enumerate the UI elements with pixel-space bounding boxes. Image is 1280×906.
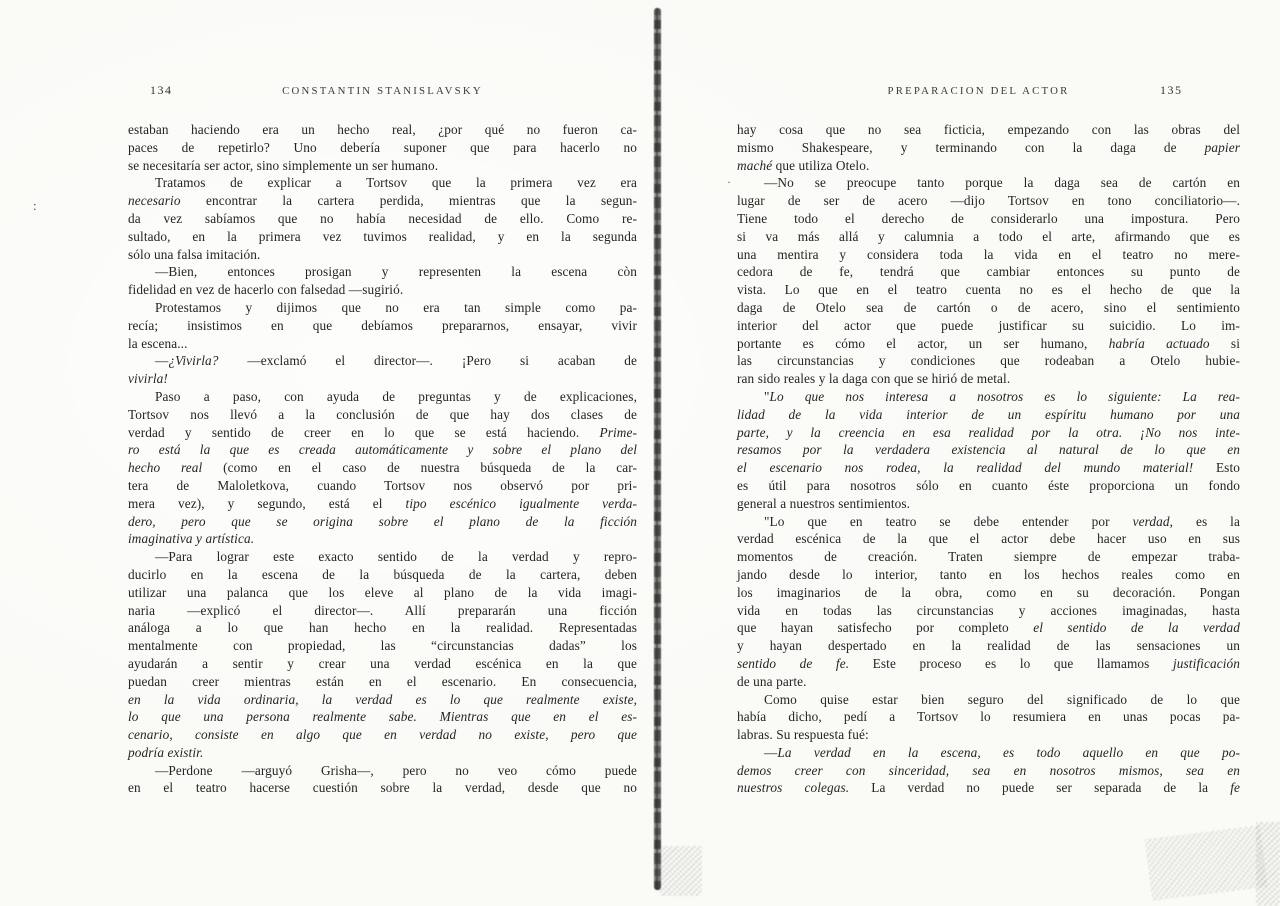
text-line: puedan creer mientras están en el escenario. En consecuencia, [128,673,637,689]
text-line: podría existir. [128,744,204,760]
text-line: sultado, en la primera vez tuvimos realidad, y en la segunda [128,228,637,244]
text-line: hecho real (como en el caso de nuestra búsqueda de la car- [128,460,638,476]
text-line: imaginativa y artística. [128,531,255,547]
text-line: Paso a paso, con ayuda de preguntas y de explicaciones, [155,388,637,404]
text-line: —Para lograr este exacto sentido de la verdad y repro- [155,549,637,565]
text-line: parte, y la creencia en esa realidad por la otra. ¡No nos inte- [737,424,1240,440]
text-line: hay cosa que no sea ficticia, empezando con las obras del [737,122,1240,137]
text-line: cenario, consiste en algo que en verdad no existe, pero que [128,727,637,743]
text-line: ro está la que es creada automáticamente y sobre el plano del [128,442,637,458]
text-line: que hayan satisfecho por completo el sentido de la verdad [737,620,1240,636]
text-line: —¿Vivirla? —exclamó el director—. ¡Pero si acaban de [155,353,637,369]
text-line: los imaginarios de la obra, como en su decoración. Pongan [737,584,1240,600]
text-line: mismo Shakespeare, y terminando con la daga de papier [737,139,1240,155]
right-page-number: 135 [1160,83,1183,97]
text-line: lidad de la vida interior de un espíritu humano por una [737,406,1240,422]
text-line: las circunstancias y condiciones que rodeaban a Otelo hubie- [737,353,1240,369]
text-line: sólo una falsa imitación. [128,246,261,262]
text-line: sentido de fe. Este proceso es lo que llamamos justificación [737,655,1240,671]
left-running-header: CONSTANTIN STANISLAVSKY [282,85,483,97]
margin-dot-mark: · [727,175,732,190]
text-line: verdad escénica de la que el actor debe hacer uso en sus [737,531,1240,547]
text-line: "Lo que nos interesa a nosotros es lo siguiente: La rea- [764,388,1240,404]
text-line: había dicho, pedí a Tortsov lo resumiera en unas pocas pa- [737,709,1240,725]
text-line: estaban haciendo era un hecho real, ¿por qué no fueron ca- [128,122,637,137]
text-line: nuestros colegas. La verdad no puede ser separada de la fe [737,780,1240,796]
text-line: naria —explicó el director—. Allí prepararán una ficción [128,602,637,618]
scan-noise-gutter-bottom [660,846,702,896]
text-line: el escenario nos rodea, la realidad del mundo material! Esto [737,460,1240,476]
text-line: maché que utiliza Otelo. [737,157,870,173]
text-line: en la vida ordinaria, la verdad es lo que realmente existe, [128,691,637,707]
text-line: lo que una persona realmente sabe. Mientras que en el es- [128,709,637,725]
text-line: mentalmente con propiedad, las “circunstancias dadas” los [128,638,637,654]
text-line: si va más allá y calumnia a todo el arte, afirmando que es [737,228,1240,244]
gutter-shadow-artifact [654,8,661,890]
text-line: —Bien, entonces prosigan y representen la escena còn [155,264,637,280]
text-line: cedora de fe, tendrá que cambiar entonces su punto de [737,264,1240,280]
text-line: "Lo que en teatro se debe entender por verdad, es la [764,513,1240,529]
text-line: tera de Maloletkova, cuando Tortsov nos observó por pri- [128,477,637,493]
text-line: necesario encontrar la cartera perdida, mientras que la segun- [128,193,637,209]
right-text-column [727,121,1241,797]
text-line: mera vez), y segundo, está el tipo escénico igualmente verda- [128,495,637,511]
text-line: da vez sabíamos que no había necesidad de ello. Como re- [128,210,637,226]
text-line: utilizar una palanca que los eleve al plano de la vida imagi- [128,584,637,600]
text-line: —No se preocupe tanto porque la daga sea de cartón en · [727,175,1240,191]
text-line: ducirlo en la escena de la búsqueda de la cartera, deben [128,566,637,582]
text-line: jando desde lo interior, tanto en los hechos reales como en [737,566,1240,582]
scan-noise-right-edge [1256,822,1280,906]
text-line: en el teatro hacerse cuestión sobre la verdad, desde que no [128,780,637,796]
left-text-column [128,121,637,797]
text-line: Como quise estar bien seguro del significado de lo que [764,691,1240,707]
text-line: vida en todas las circunstancias y acciones imaginadas, hasta [737,602,1240,618]
text-line: lugar de ser de acero —dijo Tortsov en tono conciliatorio—. [737,193,1240,209]
text-line: Protestamos y dijimos que no era tan simple como pa- [155,299,637,315]
text-line: labras. Su respuesta fué: [737,727,869,743]
text-line: verdad y sentido de creer en lo que se está haciendo. Prime- [128,424,637,440]
text-line: ayudarán a sentir y crear una verdad escénica en la que [128,655,637,671]
text-line: momentos de creación. Traten siempre de empezar traba- [737,549,1240,565]
text-line: análoga a lo que han hecho en la realidad. Representadas [128,620,637,636]
text-line: ran sido reales y la daga con que se hirió de metal. [737,371,1011,387]
text-line: una mentira y considera toda la vida en el teatro no mere- [737,246,1240,262]
text-line: portante es cómo el actor, un ser humano, habría actuado si [737,335,1241,351]
text-line: la escena... [128,335,188,351]
text-line: vista. Lo que en el teatro cuenta no es el hecho de que la [737,282,1240,298]
text-line: se necesitaría ser actor, sino simplemente un ser humano. [128,157,439,173]
text-line: Tiene todo el derecho de considerarlo una impostura. Pero [737,210,1240,226]
left-page-number: 134 [150,83,173,97]
text-line: —Perdone —arguyó Grisha—, pero no veo cómo puede [155,762,637,778]
text-line: paces de repetirlo? Uno debería suponer que para hacerlo no [128,139,637,155]
text-line: interior del actor que puede justificar su suicidio. Lo im- [737,317,1240,333]
text-line: —La verdad en la escena, es todo aquello en que po- [764,744,1240,760]
right-running-header: PREPARACION DEL ACTOR [887,85,1070,97]
text-line: es útil para nosotros sólo en cuanto éste proporciona un fondo [737,477,1240,493]
text-line: y hayan despertado en la realidad de las sensaciones un [737,638,1240,654]
text-line: general a nuestros sentimientos. [737,495,911,511]
text-line: Tratamos de explicar a Tortsov que la primera vez era [155,175,637,191]
text-line: dero, pero que se origina sobre el plano de la ficción [128,513,637,529]
text-line: recía; insistimos en que debíamos prepararnos, ensayar, vivir [128,317,637,333]
text-line: resamos por la verdadera existencia al natural de lo que en [737,442,1240,458]
left-margin-stray-mark: : [33,198,37,213]
text-line: daga de Otelo sea de cartón o de acero, sino el sentimiento [737,299,1240,315]
text-line: de una parte. [737,673,807,689]
text-line: demos creer con sinceridad, sea en nosotros mismos, sea en [737,762,1240,778]
text-line: vivirla! [128,371,168,387]
text-line: Tortsov nos llevó a la conclusión de que hay dos clases de [128,406,637,422]
text-line: fidelidad en vez de hacerlo con falsedad —sugirió. [128,282,404,298]
